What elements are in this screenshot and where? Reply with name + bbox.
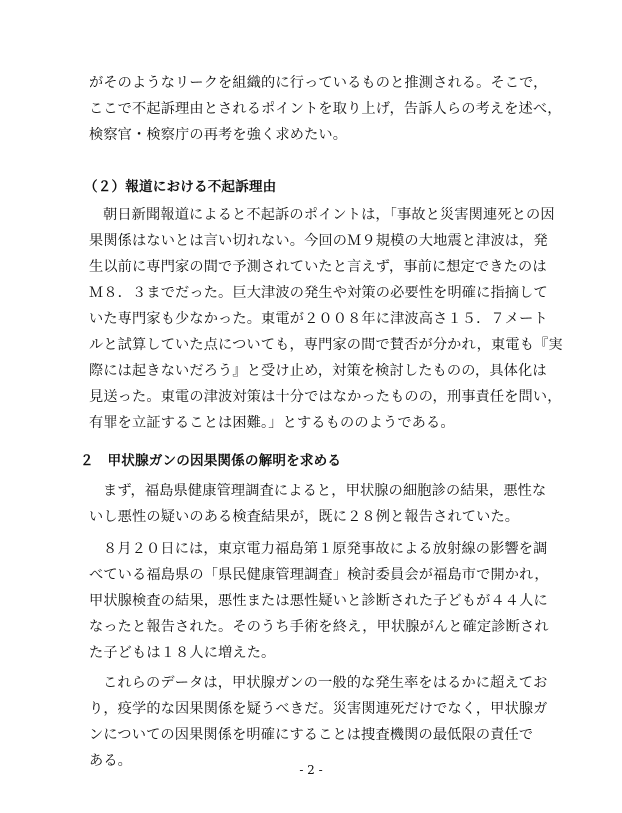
section-2-2-line-1: 朝日新聞報道によると不起訴のポイントは，「事故と災害関連死との因 (103, 207, 555, 223)
section-2-line-5: 甲状腺検査の結果，悪性または悪性疑いと診断された子どもが４４人に (89, 593, 548, 609)
intro-line-3: 検察官・検察庁の再考を強く求めたい。 (89, 127, 348, 143)
intro-line-1: がそのようなリークを組織的に行っているものと推測される。そこで， (89, 75, 548, 91)
section-2-line-8: これらのデータは，甲状腺ガンの一般的な発生率をはるかに超えてお (103, 675, 548, 691)
intro-line-2: ここで不起訴理由とされるポイントを取り上げ，告訴人らの考えを述べ， (89, 101, 562, 117)
section-2-2-line-6: ルと試算していた点についても，専門家の間で賛否が分かれ，東電も『実 (89, 337, 563, 353)
page-number: - 2 - (299, 763, 323, 777)
section-2-line-10: ンについての因果関係を明確にすることは捜査機関の最低限の責任で (89, 727, 534, 743)
section-2-2-line-9: 有罪を立証することは困難。」とするもののようである。 (89, 415, 455, 431)
section-2-line-1: まず，福島県健康管理調査によると，甲状腺の細胞診の結果，悪性な (103, 483, 547, 499)
section-2-line-7: た子どもは１８人に増えた。 (89, 645, 276, 661)
section-2-heading: ２ 甲状腺ガンの因果関係の解明を求める (80, 453, 342, 469)
section-2-2-line-4: Ｍ８．３までだった。巨大津波の発生や対策の必要性を明確に指摘して (89, 285, 548, 301)
section-2-2-line-3: 生以前に専門家の間で予測されていたと言えず，事前に想定できたのは (89, 259, 547, 275)
section-2-line-9: り，疫学的な因果関係を疑うべきだ。災害関連死だけでなく，甲状腺ガ (89, 701, 548, 717)
section-2-line-3: ８月２０日には，東京電力福島第１原発事故による放射線の影響を調 (103, 541, 548, 557)
section-2-line-6: なったと報告された。そのうち手術を終え，甲状腺がんと確定診断され (89, 619, 549, 635)
section-2-2-heading: （２）報道における不起訴理由 (84, 179, 277, 195)
section-2-2-line-2: 果関係はないとは言い切れない。今回のＭ９規模の大地震と津波は，発 (89, 233, 548, 249)
section-2-2-line-7: 際には起きないだろう』と受け止め，対策を検討したものの，具体化は (89, 363, 547, 379)
section-2-line-2: いし悪性の疑いのある検査結果が，既に２８例と報告されていた。 (89, 509, 520, 525)
section-2-line-4: べている福島県の「県民健康管理調査」検討委員会が福島市で開かれ， (89, 567, 549, 583)
section-2-2-line-5: いた専門家も少なかった。東電が２００８年に津波高さ１５．７メート (89, 311, 548, 327)
section-2-line-11: ある。 (89, 753, 133, 769)
section-2-2-line-8: 見送った。東電の津波対策は十分ではなかったものの，刑事責任を問い， (89, 389, 562, 405)
